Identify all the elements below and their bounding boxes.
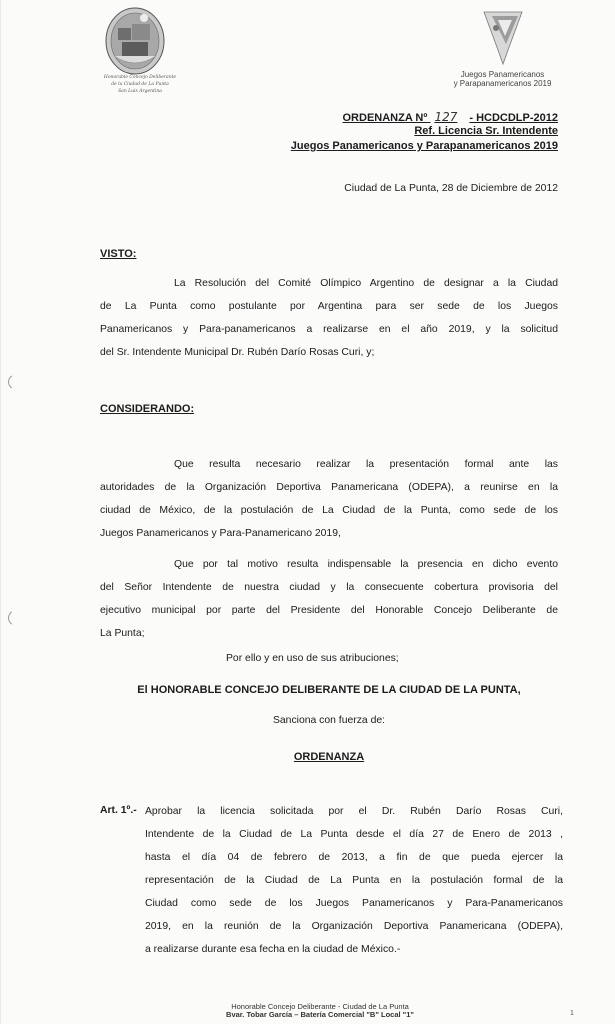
article-line: Intendente de la Ciudad de La Punta desde el día 27 de Enero de 2013 , (145, 829, 563, 840)
considerando-line: Que resulta necesario realizar la presentación formal ante las (174, 459, 558, 470)
article-line: Aprobar la licencia solicitada por el Dr. Rubén Darío Rosas Curi, (145, 806, 563, 817)
caption-line: de la Ciudad de La Punta (111, 82, 169, 87)
caption-line: Juegos Panamericanos (460, 70, 545, 79)
considerando-line: Que por tal motivo resulta indispensable la presencia en dicho evento (174, 559, 558, 570)
considerando-heading: CONSIDERANDO: (100, 403, 195, 415)
article-line: representación de la Ciudad de La Punta en la postulación formal de la (145, 875, 563, 886)
council-line: El HONORABLE CONCEJO DELIBERANTE DE LA CIUDAD DE LA PUNTA, (137, 684, 521, 696)
considerando-line: La Punta; (100, 628, 145, 639)
article-line: Ciudad como sede de los Juegos Panamericanos y Para-Panamericanos (145, 898, 563, 909)
considerando-line: del Señor Intendente de nuestra ciudad y la consecuente cobertura provisoria del (100, 582, 558, 593)
ref-line: Ref. Licencia Sr. Intendente (414, 125, 558, 137)
subject-line: Juegos Panamericanos y Parapanamericanos 2019 (290, 140, 558, 152)
atribuciones-line: Por ello y en uso de sus atribuciones; (226, 653, 399, 664)
article-line: a realizarse durante esa fecha en la ciudad de México.- (145, 944, 401, 955)
footer-line: Honorable Concejo Deliberante - Ciudad de La Punta (231, 1002, 409, 1011)
page-number: 1 (570, 1010, 574, 1017)
visto-line: Panamericanos y Para-panamericanos a realizarse en el año 2019, y la solicitud (100, 324, 558, 335)
handwritten-number: 127 (434, 110, 458, 124)
punch-hole-mark (8, 372, 38, 392)
sanciona-line: Sanciona con fuerza de: (272, 715, 386, 726)
games-logo (478, 6, 528, 68)
visto-heading: VISTO: (100, 248, 137, 260)
footer-line: Bvar. Tobar García – Batería Comercial "B" Local "1" (226, 1010, 414, 1019)
visto-line: de La Punta como postulante por Argentina para ser sede de los Juegos (100, 301, 558, 312)
caption-line: San Luis Argentina (118, 89, 162, 94)
date-line: Ciudad de La Punta, 28 de Diciembre de 2012 (344, 183, 558, 194)
logo-caption (100, 74, 180, 95)
ordenanza-heading-text: ORDENANZA (293, 751, 365, 763)
considerando-line: Juegos Panamericanos y Para-Panamericano 2019, (100, 528, 341, 539)
ordenanza-heading (100, 747, 558, 765)
considerando-line: autoridades de la Organización Deportiva Panamericana (ODEPA), a reunirse en la (100, 482, 558, 493)
ordenanza-suffix: - HCDCDLP-2012 (469, 112, 558, 124)
ordenanza-number-line (343, 110, 559, 124)
article-line: hasta el día 04 de febrero de 2013, a fin de que pueda ejercer la (145, 852, 563, 863)
ordenanza-prefix: ORDENANZA Nº (342, 112, 428, 124)
caption-line: y Parapanamericanos 2019 (453, 79, 552, 88)
concejo-logo (104, 6, 166, 76)
caption-line: Honorable Concejo Deliberante (103, 75, 177, 80)
visto-line: La Resolución del Comité Olímpico Argentino de designar a la Ciudad (174, 278, 558, 289)
footer (180, 1003, 460, 1019)
punch-hole-mark (8, 608, 36, 628)
article-label: Art. 1º.- (100, 805, 137, 816)
games-logo-caption (440, 70, 565, 88)
article-line: 2019, en la reunión de la Organización Deportiva Panamericana (ODEPA), (145, 921, 563, 932)
considerando-line: ejecutivo municipal por parte del Presidente del Honorable Concejo Deliberante de (100, 605, 558, 616)
visto-line: del Sr. Intendente Municipal Dr. Rubén Darío Rosas Curi, y; (100, 347, 375, 358)
considerando-line: ciudad de México, de la postulación de La Ciudad de la Punta, como sede de los (100, 505, 558, 516)
